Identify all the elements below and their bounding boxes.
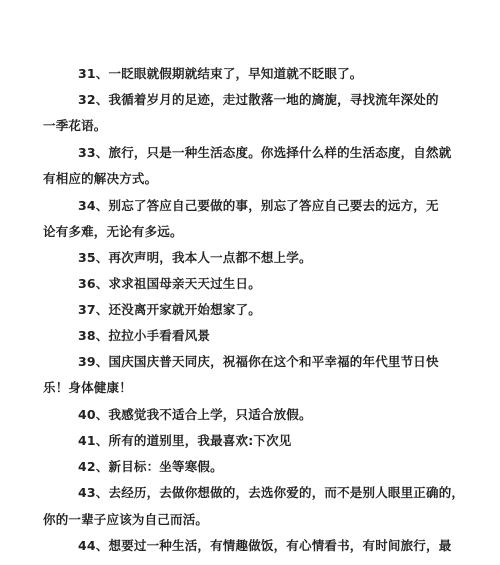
quote-line-42: 42、新目标：坐等寒假。 [78, 459, 223, 474]
quote-line-41: 41、所有的道别里，我最喜欢:下次见 [78, 433, 292, 448]
quote-line-39: 39、国庆国庆普天同庆，祝福你在这个和平幸福的年代里节日快 [78, 354, 439, 369]
quote-line-37: 37、还没离开家就开始想家了。 [78, 302, 261, 317]
quote-line-33: 33、旅行，只是一种生活态度。你选择什么样的生活态度，自然就 [78, 145, 452, 160]
quote-line-33-cont: 有相应的解决方式。 [43, 171, 158, 186]
quote-line-36: 36、求求祖国母亲天天过生日。 [78, 276, 261, 291]
quote-line-44: 44、想要过一种生活，有情趣做饭，有心情看书，有时间旅行，最 [78, 538, 452, 553]
quote-line-43: 43、去经历，去做你想做的，去选你爱的，而不是别人眼里正确的， [78, 485, 465, 500]
quote-line-35: 35、再次声明，我本人一点都不想上学。 [78, 250, 312, 265]
quote-line-31: 31、一眨眼就假期就结束了，早知道就不眨眼了。 [78, 66, 363, 81]
quote-line-40: 40、我感觉我不适合上学，只适合放假。 [78, 407, 312, 422]
quote-line-32: 32、我循着岁月的足迹，走过散落一地的旖旎，寻找流年深处的 [78, 92, 439, 107]
quote-line-34-cont: 论有多难，无论有多远。 [43, 224, 183, 239]
quote-line-34: 34、别忘了答应自己要做的事，别忘了答应自己要去的远方，无 [78, 198, 439, 213]
quote-line-39-cont: 乐！身体健康！ [43, 380, 132, 395]
quote-line-32-cont: 一季花语。 [43, 118, 107, 133]
quote-line-43-cont: 你的一辈子应该为自己而活。 [43, 512, 209, 527]
quote-line-38: 38、拉拉小手看看风景 [78, 328, 211, 343]
